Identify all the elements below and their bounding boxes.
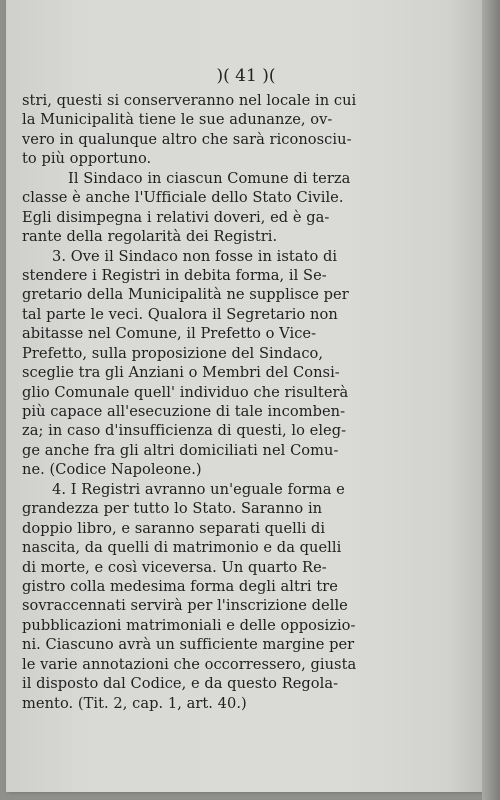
- scanned-page: [6, 0, 486, 792]
- text-line: sovraccennati servirà per l'inscrizione delle: [22, 597, 348, 615]
- text-line: rante della regolarità dei Registri.: [22, 228, 278, 246]
- text-line: stendere i Registri in debita forma, il Se-: [22, 266, 327, 284]
- text-line: il disposto dal Codice, e da questo Regola-: [22, 675, 339, 693]
- text-line: pubblicazioni matrimoniali e delle opposizio-: [22, 616, 356, 634]
- text-line: la Municipalità tiene le sue adunanze, ov-: [22, 111, 333, 129]
- page-text: [22, 91, 377, 713]
- paragraph-start: Il Sindaco in ciascun Comune di terza: [68, 169, 351, 187]
- text-line: grandezza per tutto lo Stato. Saranno in: [22, 500, 323, 518]
- text-line: ne. (Codice Napoleone.): [22, 461, 202, 479]
- text-line: Egli disimpegna i relativi doveri, ed è ga-: [22, 208, 330, 226]
- text-line: mento. (Tit. 2, cap. 1, art. 40.): [22, 694, 247, 712]
- text-line: gistro colla medesima forma degli altri tre: [22, 577, 338, 595]
- text-line: ni. Ciascuno avrà un sufficiente margine per: [22, 636, 355, 654]
- text-line: nascita, da quelli di matrimonio e da quelli: [22, 539, 342, 557]
- text-line: vero in qualunque altro che sarà riconosciu-: [22, 130, 352, 148]
- text-line: le varie annotazioni che occorressero, giusta: [22, 655, 357, 673]
- text-line: glio Comunale quell' individuo che risulterà: [22, 383, 349, 401]
- text-line: tal parte le veci. Qualora il Segretario non: [22, 305, 338, 323]
- page-edge: [482, 0, 500, 800]
- text-line: abitasse nel Comune, il Prefetto o Vice-: [22, 325, 317, 343]
- text-line: doppio libro, e saranno separati quelli di: [22, 519, 326, 537]
- page-number: )( 41 )(: [216, 66, 276, 86]
- paragraph-start: 3. Ove il Sindaco non fosse in istato di: [52, 247, 338, 265]
- text-line: gretario della Municipalità ne supplisce per: [22, 286, 349, 304]
- text-line: di morte, e così viceversa. Un quarto Re-: [22, 558, 327, 576]
- text-line: sceglie tra gli Anziani o Membri del Consi-: [22, 364, 340, 382]
- text-line: za; in caso d'insufficienza di questi, lo eleg-: [22, 422, 347, 440]
- text-line: più capace all'esecuzione di tale incomben-: [22, 403, 346, 420]
- text-line: stri, questi si conserveranno nel locale in cui: [22, 92, 357, 109]
- paragraph-start: 4. I Registri avranno un'eguale forma e: [52, 480, 345, 498]
- text-line: ge anche fra gli altri domiciliati nel Comu-: [22, 441, 339, 459]
- text-line: classe è anche l'Ufficiale dello Stato Civile.: [22, 189, 344, 207]
- text-line: Prefetto, sulla proposizione del Sindaco,: [22, 344, 324, 362]
- text-line: to più opportuno.: [22, 150, 152, 168]
